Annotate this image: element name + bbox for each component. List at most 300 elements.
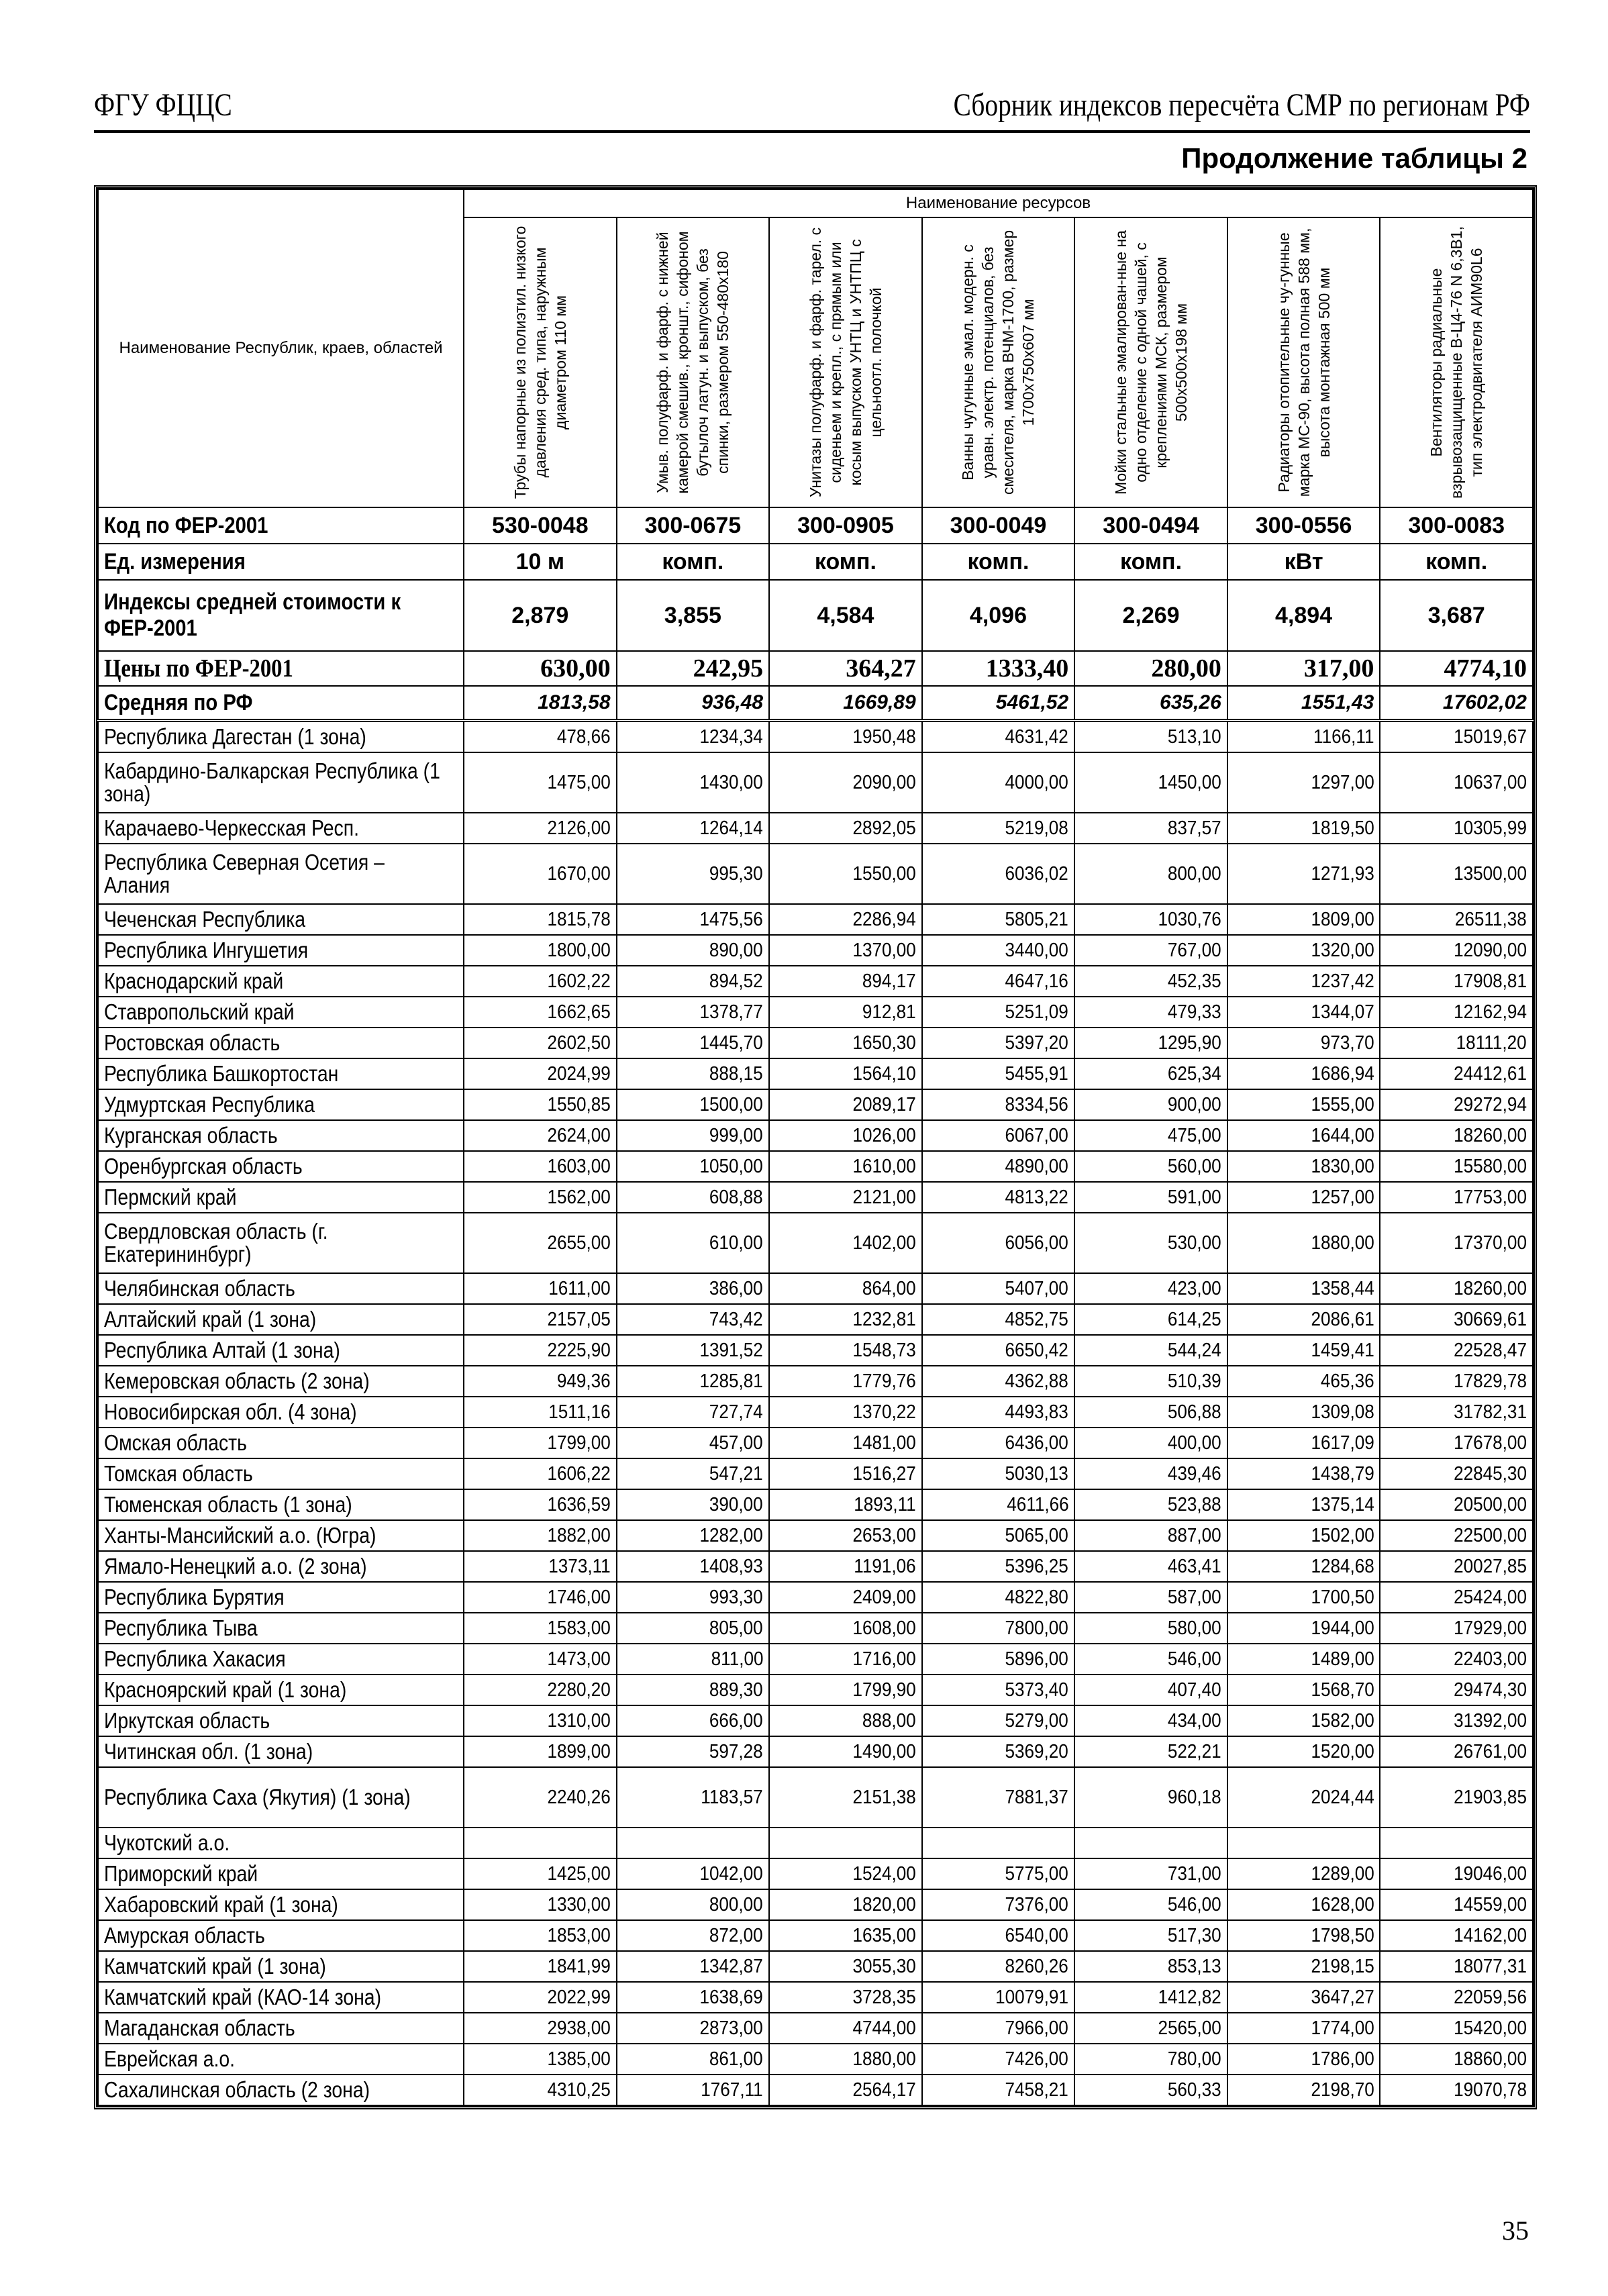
price-value: 26511,38 bbox=[1455, 909, 1527, 930]
region-name-text: Омская область bbox=[104, 1430, 247, 1455]
price-value: 1799,00 bbox=[547, 1432, 611, 1454]
price-value: 13500,00 bbox=[1454, 863, 1527, 885]
price-cell bbox=[1227, 1397, 1380, 1428]
table-row bbox=[98, 997, 1533, 1028]
price-cell bbox=[922, 1920, 1075, 1951]
table-row bbox=[98, 1182, 1533, 1213]
price-value: 2086,61 bbox=[1311, 1309, 1374, 1330]
row-label bbox=[98, 580, 464, 651]
price-cell bbox=[1074, 1120, 1227, 1151]
price-cell bbox=[769, 997, 922, 1028]
region-name-text: Читинская обл. (1 зона) bbox=[104, 1739, 313, 1764]
table-row bbox=[98, 1458, 1533, 1489]
price-value: 434,00 bbox=[1167, 1710, 1221, 1732]
price-value: 1779,76 bbox=[852, 1370, 916, 1392]
fer-price-row bbox=[98, 651, 1533, 686]
price-cell bbox=[1227, 1058, 1380, 1089]
price-value: 2198,70 bbox=[1311, 2079, 1374, 2101]
price-value: 1819,50 bbox=[1311, 817, 1374, 839]
price-value: 4611,66 bbox=[1006, 1494, 1069, 1515]
code-cell: 300-0675 bbox=[617, 507, 770, 544]
price-fer-cell: 280,00 bbox=[1074, 651, 1227, 686]
price-cell bbox=[617, 1213, 770, 1273]
price-value: 1628,00 bbox=[1311, 1894, 1374, 1915]
price-value: 864,00 bbox=[862, 1278, 916, 1299]
price-cell bbox=[1074, 1397, 1227, 1428]
price-value: 2409,00 bbox=[852, 1587, 916, 1608]
price-value: 887,00 bbox=[1167, 1525, 1221, 1546]
region-name bbox=[98, 1213, 464, 1273]
price-value: 19070,78 bbox=[1454, 2079, 1527, 2101]
region-name bbox=[98, 2044, 464, 2075]
price-value: 780,00 bbox=[1167, 2048, 1221, 2070]
index-cell: 3,687 bbox=[1380, 580, 1533, 651]
price-cell bbox=[464, 966, 617, 997]
header-organization: ФГУ ФЦЦС bbox=[94, 87, 232, 123]
price-value: 17908,81 bbox=[1454, 970, 1527, 992]
index-cell: 4,894 bbox=[1227, 580, 1380, 651]
price-cell bbox=[769, 1858, 922, 1889]
price-cell bbox=[1074, 1551, 1227, 1582]
price-value: 1232,81 bbox=[852, 1309, 916, 1330]
price-cell bbox=[1074, 813, 1227, 844]
price-cell bbox=[464, 2013, 617, 2044]
table-row bbox=[98, 2044, 1533, 2075]
price-cell bbox=[1227, 1644, 1380, 1675]
price-value: 872,00 bbox=[709, 1925, 764, 1946]
price-cell bbox=[769, 1828, 922, 1858]
price-value: 1473,00 bbox=[547, 1648, 611, 1670]
price-value: 2022,99 bbox=[547, 1987, 611, 2008]
price-value: 5373,40 bbox=[1005, 1679, 1069, 1701]
avg-rf-cell: 1669,89 bbox=[769, 686, 922, 721]
price-cell bbox=[1074, 1858, 1227, 1889]
price-value: 949,36 bbox=[556, 1370, 611, 1392]
price-value: 2157,05 bbox=[547, 1309, 611, 1330]
price-cell bbox=[1380, 1089, 1533, 1120]
price-cell bbox=[922, 1828, 1075, 1858]
price-cell bbox=[1074, 1675, 1227, 1705]
price-value: 1358,44 bbox=[1311, 1278, 1374, 1299]
region-name-text: Удмуртская Республика bbox=[104, 1092, 315, 1117]
table-row bbox=[98, 1705, 1533, 1736]
price-cell bbox=[1074, 1951, 1227, 1982]
price-cell bbox=[922, 1520, 1075, 1551]
table-row bbox=[98, 1613, 1533, 1644]
region-name-text: Курганская область bbox=[104, 1123, 278, 1148]
price-cell bbox=[1227, 1736, 1380, 1767]
russia-average-row bbox=[98, 686, 1533, 721]
price-value: 15580,00 bbox=[1454, 1156, 1527, 1177]
price-cell bbox=[617, 2044, 770, 2075]
price-cell bbox=[464, 904, 617, 935]
price-cell bbox=[617, 904, 770, 935]
price-value: 1582,00 bbox=[1311, 1710, 1374, 1732]
price-cell bbox=[617, 997, 770, 1028]
price-cell bbox=[464, 1951, 617, 1982]
price-cell bbox=[1380, 1736, 1533, 1767]
price-cell bbox=[464, 1982, 617, 2013]
price-cell bbox=[1074, 752, 1227, 813]
price-value: 1271,93 bbox=[1311, 863, 1374, 885]
price-value: 1841,99 bbox=[547, 1956, 611, 1977]
price-value: 506,88 bbox=[1167, 1401, 1221, 1423]
region-name bbox=[98, 935, 464, 966]
price-value: 889,30 bbox=[709, 1679, 764, 1701]
region-name-text: Чеченская Республика bbox=[104, 907, 306, 932]
price-cell bbox=[1227, 1705, 1380, 1736]
price-value: 1445,70 bbox=[699, 1032, 764, 1054]
price-cell bbox=[617, 752, 770, 813]
price-cell bbox=[1227, 1304, 1380, 1335]
region-name-text: Кабардино-Балкарская Республика (1 зона) bbox=[104, 758, 440, 806]
price-value: 1342,87 bbox=[699, 1956, 764, 1977]
price-value: 1550,85 bbox=[547, 1094, 611, 1115]
region-name-text: Республика Башкортостан bbox=[104, 1061, 339, 1086]
price-cell bbox=[1380, 844, 1533, 904]
region-name-text: Республика Северная Осетия – Алания bbox=[104, 850, 385, 897]
code-cell: 300-0083 bbox=[1380, 507, 1533, 544]
price-cell bbox=[922, 904, 1075, 935]
price-value: 1746,00 bbox=[547, 1587, 611, 1608]
price-value: 522,21 bbox=[1167, 1741, 1221, 1762]
price-value: 2565,00 bbox=[1158, 2017, 1221, 2039]
price-value: 743,42 bbox=[709, 1309, 764, 1330]
price-cell bbox=[617, 1982, 770, 2013]
price-value: 26761,00 bbox=[1454, 1741, 1527, 1762]
price-cell bbox=[769, 1120, 922, 1151]
region-name bbox=[98, 997, 464, 1028]
price-value: 1555,00 bbox=[1311, 1094, 1374, 1115]
table-row bbox=[98, 752, 1533, 813]
price-value: 995,30 bbox=[709, 863, 764, 885]
avg-rf-cell: 1813,58 bbox=[464, 686, 617, 721]
price-cell bbox=[922, 1028, 1075, 1058]
price-cell bbox=[1380, 1458, 1533, 1489]
price-value: 5775,00 bbox=[1005, 1863, 1069, 1885]
price-cell bbox=[617, 1551, 770, 1582]
resource-description: Умыв. полуфарф. и фарф. с нижней камерой смешив., кроншт., сифоном бутылоч латун. и выпуском, без спинки, размером 550-480x180 bbox=[654, 231, 732, 494]
price-cell bbox=[464, 752, 617, 813]
price-value: 400,00 bbox=[1167, 1432, 1221, 1454]
price-value: 5219,08 bbox=[1005, 817, 1069, 839]
price-value: 22059,56 bbox=[1454, 1987, 1527, 2008]
price-cell bbox=[1227, 904, 1380, 935]
price-value: 22845,30 bbox=[1454, 1463, 1527, 1485]
table-row bbox=[98, 1736, 1533, 1767]
resource-column-header bbox=[1074, 217, 1227, 507]
price-cell bbox=[922, 997, 1075, 1028]
price-cell bbox=[769, 1489, 922, 1520]
price-value: 608,88 bbox=[709, 1187, 764, 1208]
price-cell bbox=[769, 1366, 922, 1397]
price-cell bbox=[1074, 1428, 1227, 1458]
price-value: 1774,00 bbox=[1311, 2017, 1374, 2039]
price-cell bbox=[464, 1366, 617, 1397]
price-cell bbox=[464, 1675, 617, 1705]
price-value: 4362,88 bbox=[1005, 1370, 1069, 1392]
price-cell bbox=[617, 1458, 770, 1489]
region-name bbox=[98, 1582, 464, 1613]
price-value: 2225,90 bbox=[547, 1340, 611, 1361]
price-value: 1644,00 bbox=[1311, 1125, 1374, 1146]
price-value: 1459,41 bbox=[1311, 1340, 1374, 1361]
price-value: 5805,21 bbox=[1005, 909, 1069, 930]
price-cell bbox=[464, 1151, 617, 1182]
table-row bbox=[98, 1767, 1533, 1828]
price-cell bbox=[617, 1273, 770, 1304]
price-value: 2126,00 bbox=[547, 817, 611, 839]
price-cell bbox=[1227, 1951, 1380, 1982]
price-value: 14162,00 bbox=[1454, 1925, 1527, 1946]
price-value: 407,40 bbox=[1167, 1679, 1221, 1701]
price-value: 1050,00 bbox=[699, 1156, 764, 1177]
price-cell bbox=[922, 1858, 1075, 1889]
price-value: 5407,00 bbox=[1005, 1278, 1069, 1299]
price-cell bbox=[1227, 1335, 1380, 1366]
price-cell bbox=[922, 2075, 1075, 2105]
page-header bbox=[94, 79, 1530, 133]
price-value: 1638,69 bbox=[699, 1987, 764, 2008]
region-name-text: Красноярский край (1 зона) bbox=[104, 1677, 347, 1702]
price-cell bbox=[464, 1182, 617, 1213]
region-name bbox=[98, 1551, 464, 1582]
price-cell bbox=[617, 1089, 770, 1120]
price-cell bbox=[617, 1366, 770, 1397]
price-cell bbox=[922, 1489, 1075, 1520]
price-cell bbox=[922, 813, 1075, 844]
price-value: 1603,00 bbox=[547, 1156, 611, 1177]
price-value: 888,15 bbox=[709, 1063, 764, 1085]
price-cell bbox=[922, 1705, 1075, 1736]
price-cell bbox=[464, 1304, 617, 1335]
price-cell bbox=[464, 1335, 617, 1366]
table-row bbox=[98, 1151, 1533, 1182]
price-cell bbox=[922, 1058, 1075, 1089]
price-cell bbox=[922, 1151, 1075, 1182]
region-name-text: Иркутская область bbox=[104, 1708, 270, 1733]
price-value: 1635,00 bbox=[852, 1925, 916, 1946]
price-cell bbox=[1074, 1644, 1227, 1675]
price-value: 1475,00 bbox=[547, 772, 611, 793]
price-cell bbox=[464, 1273, 617, 1304]
price-value: 993,30 bbox=[709, 1587, 764, 1608]
price-value: 900,00 bbox=[1167, 1094, 1221, 1115]
price-cell bbox=[1227, 1428, 1380, 1458]
price-cell bbox=[1227, 1675, 1380, 1705]
region-name bbox=[98, 1028, 464, 1058]
price-value: 547,21 bbox=[709, 1463, 764, 1485]
resource-column-header bbox=[1227, 217, 1380, 507]
row-label-text: Средняя по РФ bbox=[104, 689, 253, 715]
price-value: 1289,00 bbox=[1311, 1863, 1374, 1885]
region-name-text: Свердловская область (г. Екатерининбург) bbox=[104, 1219, 328, 1266]
row-label-text: Ед. измерения bbox=[104, 548, 246, 575]
region-name-text: Республика Дагестан (1 зона) bbox=[104, 724, 366, 749]
region-name-text: Краснодарский край bbox=[104, 968, 284, 993]
resource-description: Мойки стальные эмалирован-ные на одно отделение с одной чашей, с креплениями МСК, размером 500x500x198 мм bbox=[1112, 230, 1191, 495]
price-value: 1430,00 bbox=[699, 772, 764, 793]
price-value: 1385,00 bbox=[547, 2048, 611, 2070]
price-cell bbox=[769, 1951, 922, 1982]
price-cell bbox=[464, 844, 617, 904]
resource-column-header bbox=[922, 217, 1075, 507]
price-cell bbox=[464, 1058, 617, 1089]
region-name bbox=[98, 1613, 464, 1644]
table-continuation-title: Продолжение таблицы 2 bbox=[1181, 142, 1527, 174]
price-value: 1809,00 bbox=[1311, 909, 1374, 930]
price-cell bbox=[617, 1120, 770, 1151]
region-name-text: Кемеровская область (2 зона) bbox=[104, 1368, 370, 1393]
region-name bbox=[98, 1120, 464, 1151]
price-value: 5396,25 bbox=[1005, 1556, 1069, 1577]
price-cell bbox=[769, 1889, 922, 1920]
region-name-text: Республика Саха (Якутия) (1 зона) bbox=[104, 1785, 411, 1809]
price-cell bbox=[1074, 1828, 1227, 1858]
price-cell bbox=[617, 1675, 770, 1705]
price-value: 3440,00 bbox=[1005, 940, 1069, 961]
region-name-text: Еврейская а.о. bbox=[104, 2046, 236, 2071]
price-cell bbox=[1074, 1213, 1227, 1273]
price-cell bbox=[769, 844, 922, 904]
price-value: 1257,00 bbox=[1311, 1187, 1374, 1208]
price-cell bbox=[1227, 1520, 1380, 1551]
price-cell bbox=[1380, 721, 1533, 753]
price-cell bbox=[1380, 966, 1533, 997]
price-value: 1500,00 bbox=[699, 1094, 764, 1115]
price-value: 31392,00 bbox=[1454, 1710, 1527, 1732]
price-value: 10637,00 bbox=[1454, 772, 1527, 793]
price-value: 1608,00 bbox=[852, 1617, 916, 1639]
price-cell bbox=[617, 1767, 770, 1828]
table-row bbox=[98, 1520, 1533, 1551]
price-value: 1370,00 bbox=[852, 940, 916, 961]
price-value: 1767,11 bbox=[701, 2079, 764, 2101]
price-cell bbox=[617, 1335, 770, 1366]
price-value: 1650,30 bbox=[852, 1032, 916, 1054]
avg-rf-cell: 5461,52 bbox=[922, 686, 1075, 721]
price-value: 587,00 bbox=[1167, 1587, 1221, 1608]
price-cell bbox=[769, 1982, 922, 2013]
price-cell bbox=[769, 1304, 922, 1335]
price-cell bbox=[769, 1736, 922, 1767]
region-name-text: Оренбургская область bbox=[104, 1154, 303, 1179]
price-value: 18260,00 bbox=[1454, 1125, 1527, 1146]
price-cell bbox=[1074, 1520, 1227, 1551]
price-cell bbox=[1227, 844, 1380, 904]
resource-description: Ванны чугунные эмал. модерн. с уравн. электр. потенциалов, без смесителя, марка ВЧМ-1700, размер 1700x750x607 мм bbox=[959, 230, 1038, 495]
price-value: 22528,47 bbox=[1454, 1340, 1527, 1361]
price-cell bbox=[769, 1675, 922, 1705]
price-value: 1297,00 bbox=[1311, 772, 1374, 793]
price-cell bbox=[464, 1089, 617, 1120]
price-value: 544,24 bbox=[1167, 1340, 1221, 1361]
price-cell bbox=[1380, 1858, 1533, 1889]
price-cell bbox=[1227, 1120, 1380, 1151]
price-cell bbox=[769, 752, 922, 813]
price-cell bbox=[617, 1151, 770, 1182]
price-value: 7426,00 bbox=[1005, 2048, 1069, 2070]
price-cell bbox=[1380, 1951, 1533, 1982]
price-value: 22403,00 bbox=[1454, 1648, 1527, 1670]
price-cell bbox=[617, 1058, 770, 1089]
price-value: 1373,11 bbox=[548, 1556, 611, 1577]
price-cell bbox=[617, 1644, 770, 1675]
price-cell bbox=[769, 1058, 922, 1089]
price-cell bbox=[769, 1151, 922, 1182]
table-row bbox=[98, 1982, 1533, 2013]
price-value: 17929,00 bbox=[1454, 1617, 1527, 1639]
price-cell bbox=[617, 1613, 770, 1644]
price-value: 1880,00 bbox=[852, 2048, 916, 2070]
price-cell bbox=[617, 844, 770, 904]
region-name-text: Республика Бурятия bbox=[104, 1585, 285, 1609]
price-value: 560,33 bbox=[1167, 2079, 1221, 2101]
price-value: 1820,00 bbox=[852, 1894, 916, 1915]
price-cell bbox=[769, 904, 922, 935]
table-row bbox=[98, 1304, 1533, 1335]
price-cell bbox=[464, 1120, 617, 1151]
price-cell bbox=[1380, 1705, 1533, 1736]
resource-column-header bbox=[617, 217, 770, 507]
price-cell bbox=[769, 1767, 922, 1828]
price-value: 591,00 bbox=[1167, 1187, 1221, 1208]
avg-rf-cell: 17602,02 bbox=[1380, 686, 1533, 721]
price-value: 546,00 bbox=[1167, 1648, 1221, 1670]
region-name-text: Тюменская область (1 зона) bbox=[104, 1492, 352, 1517]
region-name bbox=[98, 1428, 464, 1458]
resource-description: Вентиляторы радиальные взрывозащищенные В-Ц4-76 N 6,3В1, тип электродвигателя АИМ90L6 bbox=[1427, 226, 1486, 499]
price-cell bbox=[464, 1551, 617, 1582]
price-cell bbox=[922, 1613, 1075, 1644]
price-cell bbox=[769, 1335, 922, 1366]
price-value: 465,36 bbox=[1320, 1370, 1374, 1392]
region-name bbox=[98, 1858, 464, 1889]
price-cell bbox=[617, 1951, 770, 1982]
price-value: 2286,94 bbox=[852, 909, 916, 930]
price-value: 5896,00 bbox=[1005, 1648, 1069, 1670]
price-cell bbox=[1380, 1551, 1533, 1582]
price-value: 2024,99 bbox=[547, 1063, 611, 1085]
price-cell bbox=[922, 1366, 1075, 1397]
price-value: 1662,65 bbox=[547, 1001, 611, 1023]
price-cell bbox=[1227, 997, 1380, 1028]
price-cell bbox=[1380, 904, 1533, 935]
price-value: 1412,82 bbox=[1158, 1987, 1221, 2008]
price-value: 890,00 bbox=[709, 940, 764, 961]
price-value: 25424,00 bbox=[1454, 1587, 1527, 1608]
price-cell bbox=[1227, 1151, 1380, 1182]
price-value: 853,13 bbox=[1167, 1956, 1221, 1977]
resource-description: Трубы напорные из полиэтил. низкого давления сред. типа, наружным диаметром 110 мм bbox=[511, 226, 569, 499]
price-cell bbox=[1074, 1489, 1227, 1520]
region-name bbox=[98, 1458, 464, 1489]
price-value: 1882,00 bbox=[547, 1525, 611, 1546]
price-value: 800,00 bbox=[1167, 863, 1221, 885]
price-cell bbox=[1074, 2075, 1227, 2105]
price-cell bbox=[617, 1828, 770, 1858]
price-value: 4822,80 bbox=[1005, 1587, 1069, 1608]
price-cell bbox=[922, 966, 1075, 997]
price-cell bbox=[464, 721, 617, 753]
code-cell: 300-0494 bbox=[1074, 507, 1227, 544]
region-name bbox=[98, 1058, 464, 1089]
price-value: 6036,02 bbox=[1005, 863, 1069, 885]
region-name bbox=[98, 1182, 464, 1213]
price-value: 1893,11 bbox=[854, 1494, 916, 1515]
price-cell bbox=[769, 1028, 922, 1058]
price-value: 1378,77 bbox=[699, 1001, 764, 1023]
